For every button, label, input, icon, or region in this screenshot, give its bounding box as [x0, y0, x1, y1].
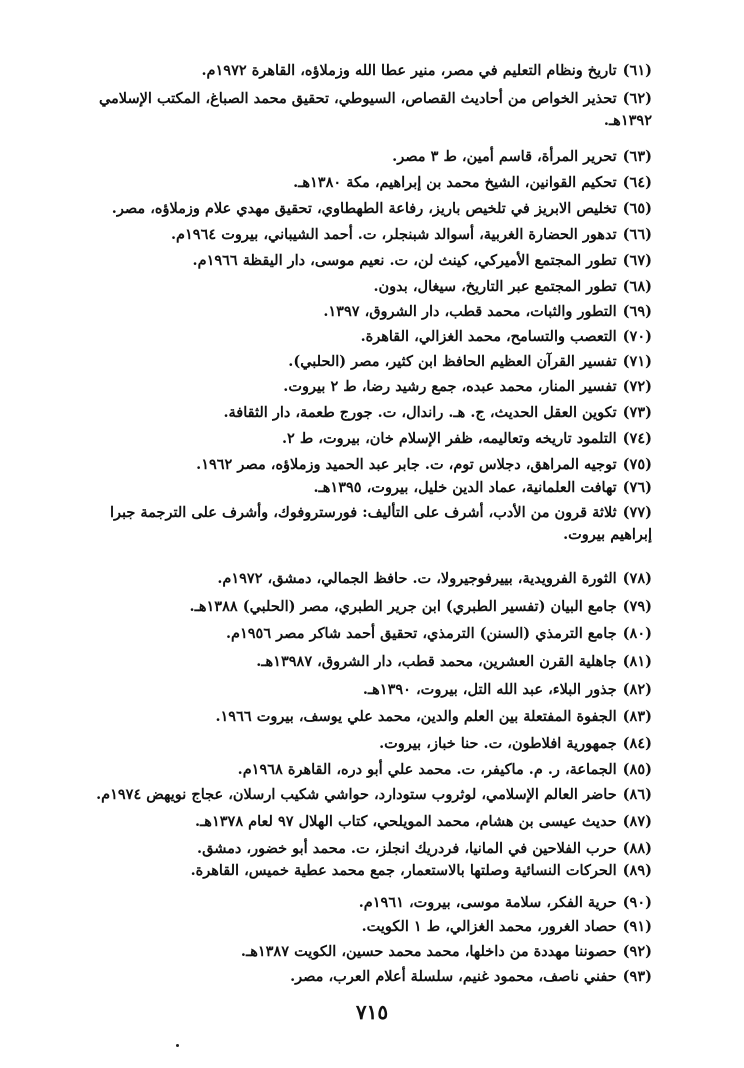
reference-text: تفسير المنار، محمد عبده، جمع رشيد رضا، ط ٢ بيروت. — [283, 378, 617, 395]
reference-item: (٧٠)التعصب والتسامح، محمد الغزالي، القاهرة. — [360, 328, 652, 345]
reference-item: (٩٠)حرية الفكر، سلامة موسى، بيروت، ١٩٦١م. — [358, 894, 652, 911]
reference-text: التعصب والتسامح، محمد الغزالي، القاهرة. — [360, 328, 617, 345]
reference-text: حرية الفكر، سلامة موسى، بيروت، ١٩٦١م. — [358, 894, 617, 911]
reference-item: (٦٣)تحرير المرأة، قاسم أمين، ط ٣ مصر. — [392, 148, 652, 165]
reference-text: تفسير القرآن العظيم الحافظ ابن كثير، مصر (الحلبي). — [288, 353, 617, 370]
reference-text: تطور المجتمع عبر التاريخ، سيغال، بدون. — [373, 278, 617, 295]
reference-item: (٧١)تفسير القرآن العظيم الحافظ ابن كثير، مصر (الحلبي). — [288, 353, 652, 370]
reference-item: (٧٩)جامع البيان (تفسير الطبري) ابن جرير الطبري، مصر (الحلبي) ١٣٨٨هـ. — [189, 598, 652, 615]
reference-item: (٨٧)حديث عيسى بن هشام، محمد المويلحي، كتاب الهلال ٩٧ لعام ١٣٧٨هـ. — [195, 813, 652, 830]
reference-text: حاضر العالم الإسلامي، لوثروب ستودارد، حواشي شكيب ارسلان، عجاج نويهض ١٩٧٤م. — [96, 786, 617, 803]
reference-item: (٦٨)تطور المجتمع عبر التاريخ، سيغال، بدون. — [373, 278, 652, 295]
reference-text: تطور المجتمع الأميركي، كينث لن، ت. نعيم موسى، دار اليقظة ١٩٦٦م. — [192, 252, 617, 269]
reference-item: (٨٥)الجماعة، ر. م. ماكيفر، ت. محمد علي أبو دره، القاهرة ١٩٦٨م. — [237, 761, 652, 778]
reference-item: (٨٨)حرب الفلاحين في المانيا، فردريك انجلز، ت. محمد أبو خضور، دمشق. — [197, 840, 652, 857]
reference-item: (٧٨)الثورة الفرويدية، بييرفوجيرولا، ت. حافظ الجمالي، دمشق، ١٩٧٢م. — [217, 570, 652, 587]
reference-item: (٧٧)ثلاثة قرون من الأدب، أشرف على التأليف: فورستروفوك، وأشرف على الترجمة جبرا إبراهيم بيروت. — [109, 504, 652, 543]
reference-item: (٧٢)تفسير المنار، محمد عبده، جمع رشيد رضا، ط ٢ بيروت. — [283, 378, 652, 395]
reference-text: جامع البيان (تفسير الطبري) ابن جرير الطبري، مصر (الحلبي) ١٣٨٨هـ. — [189, 598, 617, 615]
reference-text: تكوين العقل الحديث، ج. هـ. راندال، ت. جورج طعمة، دار الثقافة. — [223, 404, 617, 421]
reference-item: (٦٢)تحذير الخواص من أحاديث القصاص، السيوطي، تحقيق محمد الصباغ، المكتب الإسلامي ١٣٩٢هـ. — [98, 90, 652, 129]
reference-text: تخليص الابريز في تلخيص باريز، رفاعة الطهطاوي، تحقيق مهدي علام وزملاؤه، مصر. — [111, 200, 617, 217]
reference-text: الجفوة المفتعلة بين العلم والدين، محمد علي يوسف، بيروت ١٩٦٦. — [215, 708, 617, 725]
reference-item: (٦١)تاريخ ونظام التعليم في مصر، منير عطا الله وزملاؤه، القاهرة ١٩٧٢م. — [201, 62, 652, 79]
reference-item: (٨٢)جذور البلاء، عبد الله التل، بيروت، ١٣٩٠هـ. — [362, 681, 652, 698]
reference-item: (٩١)حصاد الغرور، محمد الغزالي، ط ١ الكويت. — [361, 918, 652, 935]
reference-item: (٦٧)تطور المجتمع الأميركي، كينث لن، ت. نعيم موسى، دار اليقظة ١٩٦٦م. — [192, 252, 652, 269]
reference-item: (٧٥)توجيه المراهق، دجلاس توم، ت. جابر عبد الحميد وزملاؤه، مصر ١٩٦٢. — [196, 456, 652, 473]
reference-item: (٦٤)تحكيم القوانين، الشيخ محمد بن إبراهيم، مكة ١٣٨٠هـ. — [293, 174, 652, 191]
reference-item: (٧٤)التلمود تاريخه وتعاليمه، ظفر الإسلام خان، بيروت، ط ٢. — [281, 430, 652, 447]
reference-item: (٨٩)الحركات النسائية وصلتها بالاستعمار، جمع محمد عطية خميس، القاهرة. — [190, 862, 652, 879]
reference-text: حرب الفلاحين في المانيا، فردريك انجلز، ت. محمد أبو خضور، دمشق. — [197, 840, 617, 857]
reference-item: (٩٢)حصوننا مهددة من داخلها، محمد محمد حسين، الكويت ١٣٨٧هـ. — [240, 943, 652, 960]
reference-item: (٧٣)تكوين العقل الحديث، ج. هـ. راندال، ت. جورج طعمة، دار الثقافة. — [223, 404, 652, 421]
reference-item: (٦٩)التطور والثبات، محمد قطب، دار الشروق، ١٣٩٧. — [323, 303, 652, 320]
reference-item: (٨١)جاهلية القرن العشرين، محمد قطب، دار الشروق، ١٣٩٨٧هـ. — [256, 653, 652, 670]
reference-item: (٨٤)جمهورية افلاطون، ت. حنا خباز، بيروت. — [379, 735, 652, 752]
reference-text: تحرير المرأة، قاسم أمين، ط ٣ مصر. — [392, 148, 617, 165]
reference-item: (٩٣)حفني ناصف، محمود غنيم، سلسلة أعلام العرب، مصر. — [290, 968, 652, 985]
reference-text: تدهور الحضارة الغربية، أسوالد شبنجلر، ت. أحمد الشيباني، بيروت ١٩٦٤م. — [170, 226, 617, 243]
reference-text: الجماعة، ر. م. ماكيفر، ت. محمد علي أبو دره، القاهرة ١٩٦٨م. — [237, 761, 617, 778]
reference-text: ثلاثة قرون من الأدب، أشرف على التأليف: فورستروفوك، وأشرف على الترجمة جبرا إبراهيم بيروت. — [109, 504, 652, 543]
reference-item: (٨٠)جامع الترمذي (السنن) الترمذي، تحقيق أحمد شاكر مصر ١٩٥٦م. — [225, 625, 652, 642]
reference-text: تحكيم القوانين، الشيخ محمد بن إبراهيم، مكة ١٣٨٠هـ. — [293, 174, 617, 191]
reference-item: (٧٦)تهافت العلمانية، عماد الدين خليل، بيروت، ١٣٩٥هـ. — [313, 479, 652, 496]
scan-speck — [176, 1044, 179, 1047]
reference-text: جمهورية افلاطون، ت. حنا خباز، بيروت. — [379, 735, 617, 752]
page-number: ٧١٥ — [355, 1000, 389, 1024]
reference-text: الحركات النسائية وصلتها بالاستعمار، جمع محمد عطية خميس، القاهرة. — [190, 862, 617, 879]
reference-text: حديث عيسى بن هشام، محمد المويلحي، كتاب الهلال ٩٧ لعام ١٣٧٨هـ. — [195, 813, 617, 830]
reference-text: الثورة الفرويدية، بييرفوجيرولا، ت. حافظ الجمالي، دمشق، ١٩٧٢م. — [217, 570, 617, 587]
reference-text: حصوننا مهددة من داخلها، محمد محمد حسين، الكويت ١٣٨٧هـ. — [240, 943, 617, 960]
reference-text: جامع الترمذي (السنن) الترمذي، تحقيق أحمد شاكر مصر ١٩٥٦م. — [225, 625, 617, 642]
reference-text: التطور والثبات، محمد قطب، دار الشروق، ١٣٩٧. — [323, 303, 617, 320]
reference-text: تاريخ ونظام التعليم في مصر، منير عطا الله وزملاؤه، القاهرة ١٩٧٢م. — [201, 62, 617, 79]
reference-text: التلمود تاريخه وتعاليمه، ظفر الإسلام خان، بيروت، ط ٢. — [281, 430, 617, 447]
reference-text: توجيه المراهق، دجلاس توم، ت. جابر عبد الحميد وزملاؤه، مصر ١٩٦٢. — [196, 456, 617, 473]
reference-item: (٦٥)تخليص الابريز في تلخيص باريز، رفاعة الطهطاوي، تحقيق مهدي علام وزملاؤه، مصر. — [111, 200, 652, 217]
reference-item: (٨٦)حاضر العالم الإسلامي، لوثروب ستودارد، حواشي شكيب ارسلان، عجاج نويهض ١٩٧٤م. — [96, 786, 652, 803]
reference-text: حفني ناصف، محمود غنيم، سلسلة أعلام العرب، مصر. — [290, 968, 617, 985]
reference-text: جذور البلاء، عبد الله التل، بيروت، ١٣٩٠هـ. — [362, 681, 617, 698]
reference-text: جاهلية القرن العشرين، محمد قطب، دار الشروق، ١٣٩٨٧هـ. — [256, 653, 617, 670]
reference-item: (٦٦)تدهور الحضارة الغربية، أسوالد شبنجلر، ت. أحمد الشيباني، بيروت ١٩٦٤م. — [170, 226, 652, 243]
reference-text: تحذير الخواص من أحاديث القصاص، السيوطي، تحقيق محمد الصباغ، المكتب الإسلامي ١٣٩٢هـ. — [98, 90, 652, 129]
reference-text: حصاد الغرور، محمد الغزالي، ط ١ الكويت. — [361, 918, 617, 935]
reference-text: تهافت العلمانية، عماد الدين خليل، بيروت، ١٣٩٥هـ. — [313, 479, 617, 496]
reference-item: (٨٣)الجفوة المفتعلة بين العلم والدين، محمد علي يوسف، بيروت ١٩٦٦. — [215, 708, 652, 725]
